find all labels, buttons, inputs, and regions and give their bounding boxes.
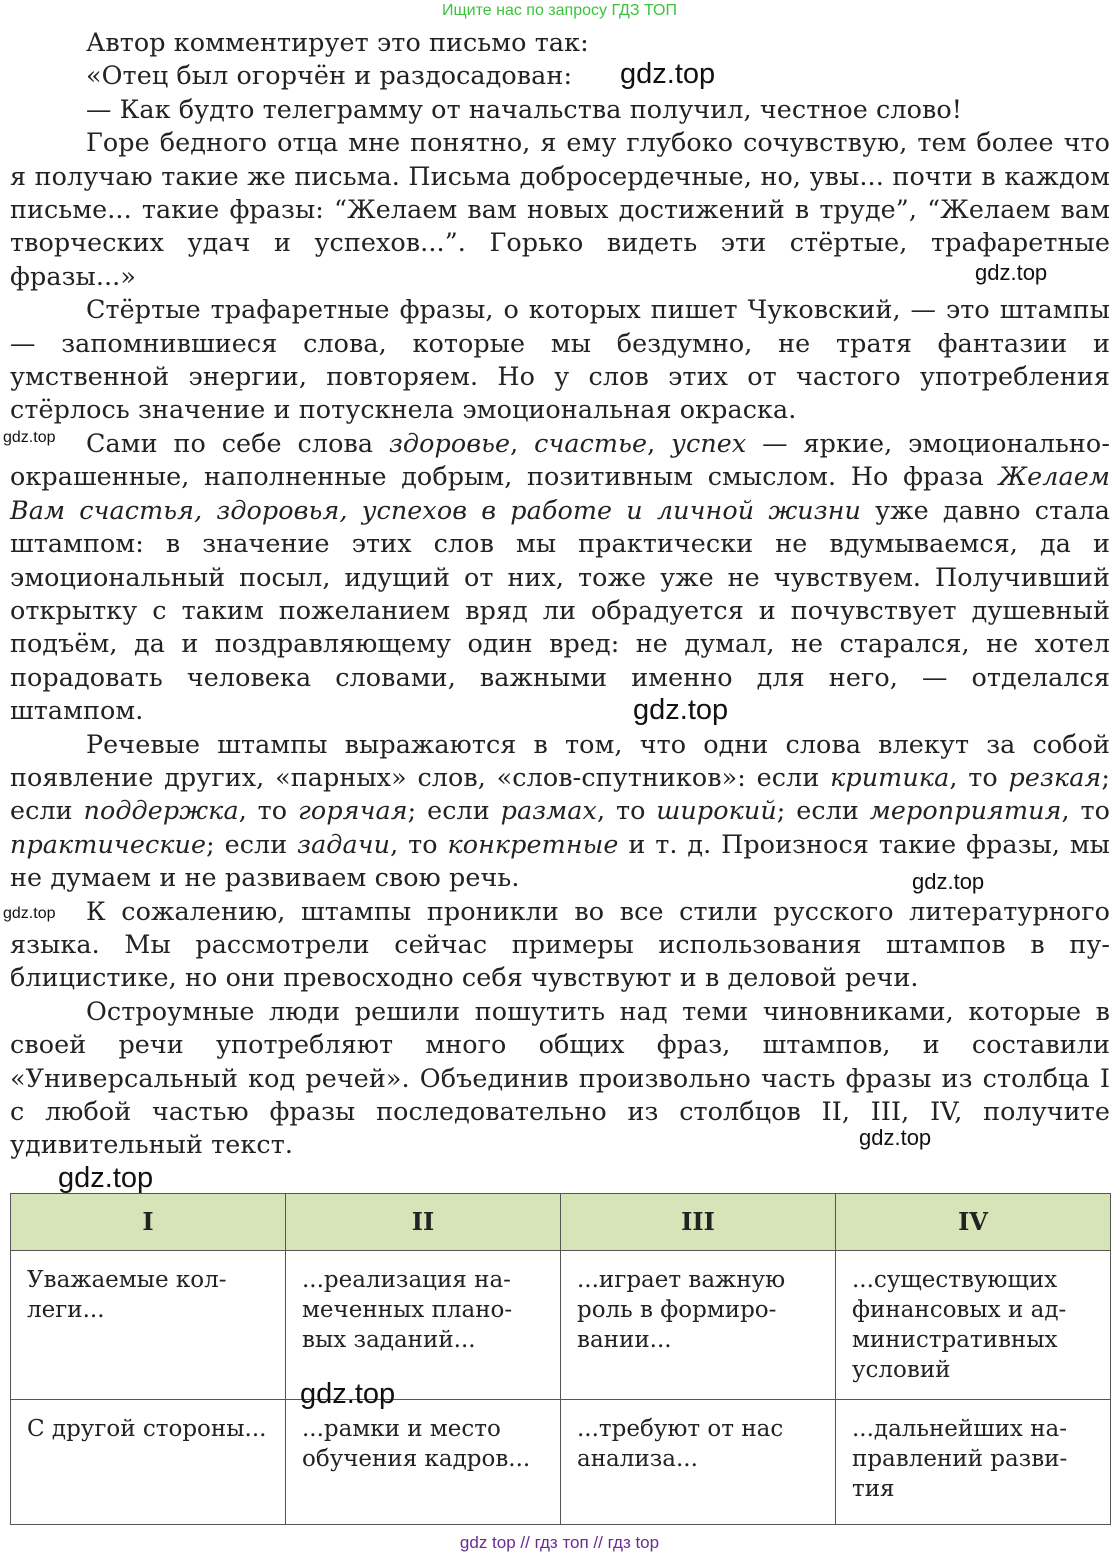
p6-phrase: Желаем Вам счастья, здоровья, успехов в работе и личной жизни: [10, 461, 1110, 525]
paragraph-9: Остроумные люди решили пошутить над теми чиновниками, которые в своей речи употребляют много общих фраз, штампов, и составили «Универсальный код речей». Объединив произвольно часть фразы из столбца I с любой частью фразы последовательно из столбцов II, III, IV, получите удивительный текст.: [10, 995, 1110, 1160]
p6-comma-2: ,: [647, 427, 672, 458]
table-cell: ...реализация намеченных плановых заданий...: [286, 1251, 561, 1400]
watermark-6: gdz.top: [3, 905, 56, 922]
watermark-8: gdz.top: [58, 1162, 154, 1194]
paragraph-5: Стёртые трафаретные фразы, о которых пишет Чуковский, — это штампы — запомнившиеся слова, которые мы бездумно, не тратя фантазии и умственной энергии, повторяем. Но у слов этих от частого употребления стёрлось значение и потускнела эмоциональная окраска.: [10, 294, 1110, 425]
p7-word-8: практические: [10, 828, 207, 859]
speech-code-table: [10, 1193, 1111, 1525]
paragraph-6: [10, 427, 1110, 728]
table-cell: Уважаемые коллеги...: [11, 1251, 286, 1400]
watermark-4: gdz.top: [633, 694, 729, 726]
p6-text-c: уже давно стала штампом: в значение этих слов мы практически не вдумываемся, да и эмоциональный посыл, идущий от них, тоже уже не чувствуем. Получивший открытку с таким пожеланием вряд ли обрадуется и почувствует душевный подъём, да и поздравляющему один вред: не думал, не старался, не хотел порадовать человека словами, важными именно для него, — отделался штампом.: [10, 494, 1110, 726]
p7-word-7: мероприятия: [869, 795, 1062, 826]
footer-links[interactable]: gdz top // гдз топ // гдз top: [459, 1533, 660, 1552]
paragraph-8: К сожалению, штампы проникли во все стили русского литературного языка. Мы рассмотрели сейчас примеры использования штампов в публицистике, но они превосходно себя чувствуют и в деловой речи.: [10, 895, 1110, 993]
watermark-7: gdz.top: [859, 1125, 932, 1150]
p7-sep-8: ; если: [206, 828, 298, 859]
paragraph-3: — Как будто телеграмму от начальства получил, честное слово!: [86, 93, 963, 124]
header-col-2: II: [286, 1194, 561, 1251]
header-col-4: IV: [836, 1194, 1111, 1251]
p7-sep-6: ; если: [776, 795, 870, 826]
p7-word-9: задачи: [297, 828, 391, 859]
p7-text-b: и т. д. Произнося такие фразы, мы не думаем и не развиваем свою речь.: [10, 828, 1110, 893]
paragraph-4: Горе бедного отца мне понятно, я ему глубоко сочувствую, тем более что я получаю такие же письма. Письма добросердечные, но, увы... почти в каждом письме... такие фразы: “Желаем вам новых достижений в труде”, “Желаем вам творческих удач и успехов...”. Горько видеть эти стёртые, трафаретные фразы...»: [10, 127, 1110, 291]
textbook-text: [10, 26, 1110, 1162]
watermark-1: gdz.top: [620, 58, 716, 90]
table-cell: ...дальнейших направлений развития: [836, 1400, 1111, 1525]
top-banner[interactable]: Ищите нас по запросу ГДЗ ТОП: [442, 2, 677, 19]
p6-word-health: здоровье: [388, 427, 511, 458]
table-cell: ...требуют от нас анализа...: [561, 1400, 836, 1525]
p7-sep-5: , то: [596, 795, 657, 826]
p7-word-4: горячая: [298, 795, 408, 826]
p7-sep-4: ; если: [407, 795, 501, 826]
p7-sep-3: , то: [238, 795, 298, 826]
p6-word-success: успех: [671, 427, 747, 458]
table-row: [11, 1251, 1111, 1400]
table-header-row: [11, 1194, 1111, 1251]
table-row: [11, 1400, 1111, 1525]
paragraph-1: Автор комментирует это письмо так:: [86, 27, 589, 57]
watermark-9: gdz.top: [300, 1378, 396, 1410]
p7-sep-2: ; если: [10, 761, 1110, 826]
watermark-2: gdz.top: [975, 260, 1048, 285]
p6-text-a: Сами по себе слова: [86, 427, 389, 458]
p6-comma-1: ,: [510, 427, 535, 458]
p7-word-6: широкий: [656, 795, 777, 826]
p7-sep-9: , то: [390, 828, 448, 859]
header-col-1: I: [11, 1194, 286, 1251]
p7-sep-1: , то: [949, 761, 1009, 792]
table-cell: ...рамки и место обучения кадров...: [286, 1400, 561, 1525]
p7-text-a: Речевые штампы выражаются в том, что одни слова влекут за собой появление других, «парных» слов, «слов-спутников»: если: [10, 728, 1110, 792]
p7-word-5: размах: [500, 795, 597, 826]
header-col-3: III: [561, 1194, 836, 1251]
p7-word-10: конкретные: [447, 828, 619, 859]
watermark-5: gdz.top: [912, 869, 985, 894]
p7-word-2: резкая: [1008, 761, 1102, 792]
p7-sep-7: , то: [1061, 795, 1111, 826]
table-cell: ...существующих финансовых и административных условий: [836, 1251, 1111, 1400]
p6-text-b: — яркие, эмоционально-окрашенные, наполненные добрым, позитивным смыслом. Но фраза: [10, 427, 1110, 492]
table-cell: ...играет важную роль в формировании...: [561, 1251, 836, 1400]
watermark-3: gdz.top: [3, 429, 56, 446]
p7-word-3: поддержка: [83, 795, 239, 826]
p7-word-1: критика: [830, 761, 950, 792]
p6-word-happiness: счастье: [534, 427, 648, 458]
table-cell: С другой стороны...: [11, 1400, 286, 1525]
paragraph-2: «Отец был огорчён и раздосадован:: [86, 60, 573, 91]
